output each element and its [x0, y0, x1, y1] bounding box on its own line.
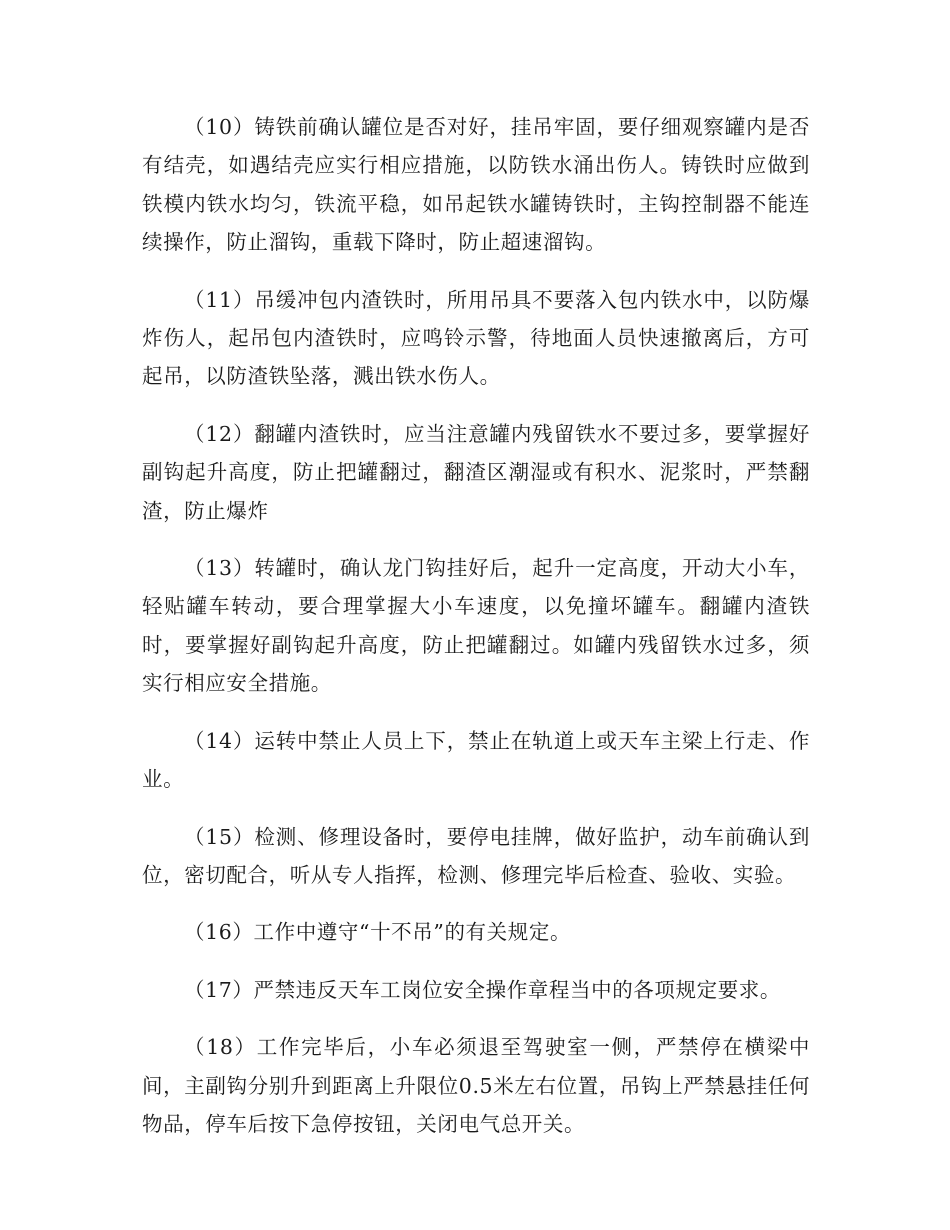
paragraph-17: （17）严禁违反天车工岗位安全操作章程当中的各项规定要求。 [184, 977, 781, 1002]
paragraph-15: （15）检测、修理设备时，要停电挂牌，做好监护，动车前确认到位，密切配合，听从专人指挥，检测、修理完毕后检查、验收、实验。 [142, 824, 810, 887]
paragraph-10: （10）铸铁前确认罐位是否对好，挂吊牢固，要仔细观察罐内是否有结壳，如遇结壳应实行相应措施，以防铁水涌出伤人。铸铁时应做到铁模内铁水均匀，铁流平稳，如吊起铁水罐铸铁时，主钩控制器不能连续操作，防止溜钩，重载下降时，防止超速溜钩。 [142, 115, 810, 255]
paragraph-11: （11）吊缓冲包内渣铁时，所用吊具不要落入包内铁水中，以防爆炸伤人，起吊包内渣铁时，应鸣铃示警，待地面人员快速撤离后，方可起吊，以防渣铁坠落，溅出铁水伤人。 [142, 287, 810, 389]
paragraph-18: （18）工作完毕后，小车必须退至驾驶室一侧，严禁停在横梁中间，主副钩分别升到距离上升限位0.5米左右位置，吊钩上严禁悬挂任何物品，停车后按下急停按钮，关闭电气总开关。 [142, 1035, 810, 1136]
paragraph-13: （13）转罐时，确认龙门钩挂好后，起升一定高度，开动大小车，轻贴罐车转动，要合理掌握大小车速度，以免撞坏罐车。翻罐内渣铁时，要掌握好副钩起升高度，防止把罐翻过。如罐内残留铁水过多，须实行相应安全措施。 [142, 556, 810, 696]
paragraph-14: （14）运转中禁止人员上下，禁止在轨道上或天车主梁上行走、作业。 [142, 728, 810, 792]
paragraph-16: （16）工作中遵守“十不吊”的有关规定。 [184, 920, 572, 945]
paragraph-12: （12）翻罐内渣铁时，应当注意罐内残留铁水不要过多，要掌握好副钩起升高度，防止把罐翻过，翻渣区潮湿或有积水、泥浆时，严禁翻渣，防止爆炸 [142, 421, 810, 523]
document-body [142, 108, 810, 1162]
